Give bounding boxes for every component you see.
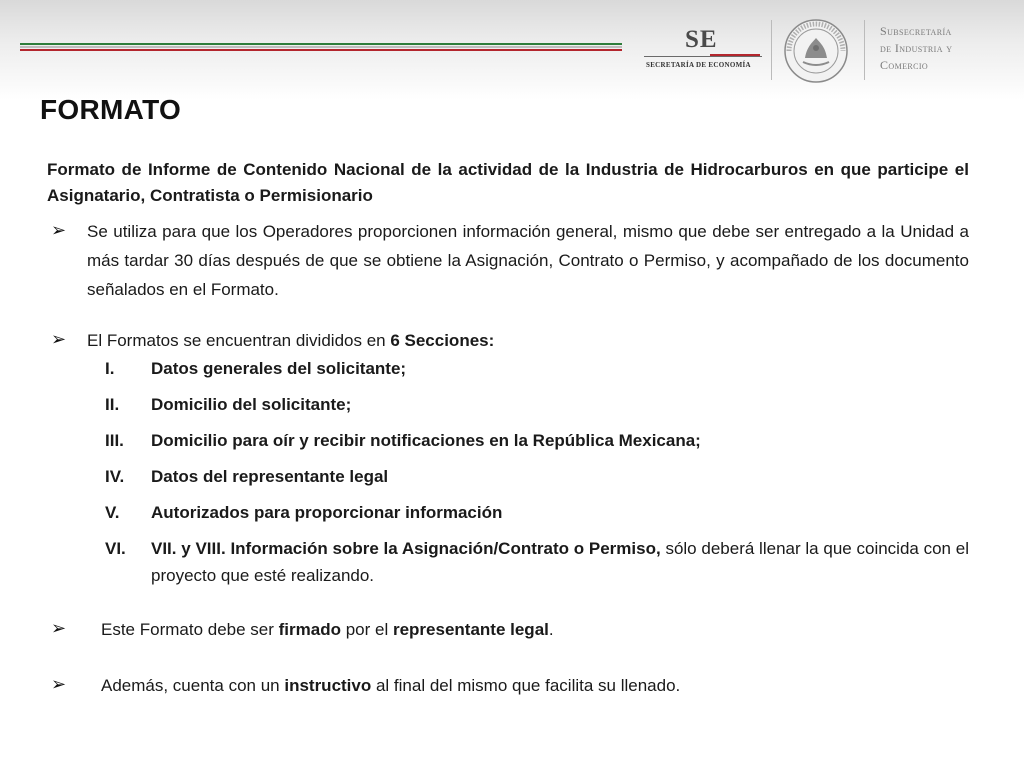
section-text: VII. y VIII. Información sobre la Asignación/Contrato o Permiso, xyxy=(151,539,661,558)
se-logo-accent xyxy=(710,54,760,56)
bullet-item xyxy=(47,326,969,355)
subsecretaria-label xyxy=(880,23,1020,74)
subsecretaria-line: de Industria y xyxy=(880,41,953,55)
section-number: I. xyxy=(105,359,115,378)
section-text-normal: sólo deberá llenar la que coincida con el proyecto que esté realizando. xyxy=(151,539,969,585)
bullet-bold-text: instructivo xyxy=(284,676,372,695)
bullet-bold-text: 6 Secciones: xyxy=(390,331,495,350)
bullet-item xyxy=(47,217,969,304)
section-text: Datos generales del solicitante; xyxy=(151,359,407,378)
subsecretaria-line: Subsecretaría xyxy=(880,24,952,38)
bullet-item xyxy=(47,615,969,644)
bullet-text: . xyxy=(548,620,554,639)
header-divider xyxy=(771,20,772,80)
bullet-bold-text: representante legal xyxy=(392,620,549,639)
bullet-text: El Formatos se encuentran divididos en xyxy=(87,331,391,350)
section-number: IV. xyxy=(105,467,125,486)
bullet-item xyxy=(47,671,969,700)
bullet-text: Este Formato debe ser xyxy=(101,620,279,639)
section-item xyxy=(47,355,969,382)
bullet-text: Se utiliza para que los Operadores proporcionen información general, mismo que debe ser entregado a la Unidad a más tardar 30 días después de que se obtiene la Asignación, Contrato o Permiso, y acompañado de los documento señalados en el Formato. xyxy=(87,222,969,299)
arrow-bullet-icon: ➢ xyxy=(51,220,67,240)
section-text: Domicilio del solicitante; xyxy=(151,395,352,414)
section-number: VI. xyxy=(105,539,126,558)
arrow-bullet-icon: ➢ xyxy=(51,674,67,694)
section-item xyxy=(47,535,969,589)
bullet-text: al final del mismo que facilita su llenado. xyxy=(371,676,681,695)
subsecretaria-line: Comercio xyxy=(880,58,929,72)
se-logo-caption: SECRETARÍA DE ECONOMÍA xyxy=(646,61,751,69)
flag-stripes xyxy=(20,43,622,53)
header-divider-2 xyxy=(864,20,865,80)
coat-of-arms-seal-icon xyxy=(783,18,849,84)
bullet-text: Además, cuenta con un xyxy=(101,676,285,695)
section-text: Domicilio para oír y recibir notificaciones en la República Mexicana; xyxy=(151,431,701,450)
section-number: II. xyxy=(105,395,120,414)
section-item xyxy=(47,499,969,526)
section-item xyxy=(47,427,969,454)
slide-subtitle: Formato de Informe de Contenido Nacional de la actividad de la Industria de Hidrocarburos en que participe el Asignatario, Contratista o Permisionario xyxy=(47,160,969,205)
page-title: FORMATO xyxy=(40,94,182,125)
section-item xyxy=(47,391,969,418)
se-logo xyxy=(640,22,770,74)
se-logo-abbr: SE xyxy=(685,26,718,53)
section-number: III. xyxy=(105,431,124,450)
bullet-bold-text: firmado xyxy=(278,620,341,639)
section-item xyxy=(47,463,969,490)
section-number: V. xyxy=(105,503,120,522)
header-bar xyxy=(0,0,1024,100)
bullet-text: por el xyxy=(340,620,393,639)
section-text: Datos del representante legal xyxy=(151,467,389,486)
se-logo-rule xyxy=(644,56,762,57)
section-text: Autorizados para proporcionar información xyxy=(151,503,503,522)
slide-content xyxy=(47,157,969,700)
arrow-bullet-icon: ➢ xyxy=(51,329,67,349)
arrow-bullet-icon: ➢ xyxy=(51,618,67,638)
